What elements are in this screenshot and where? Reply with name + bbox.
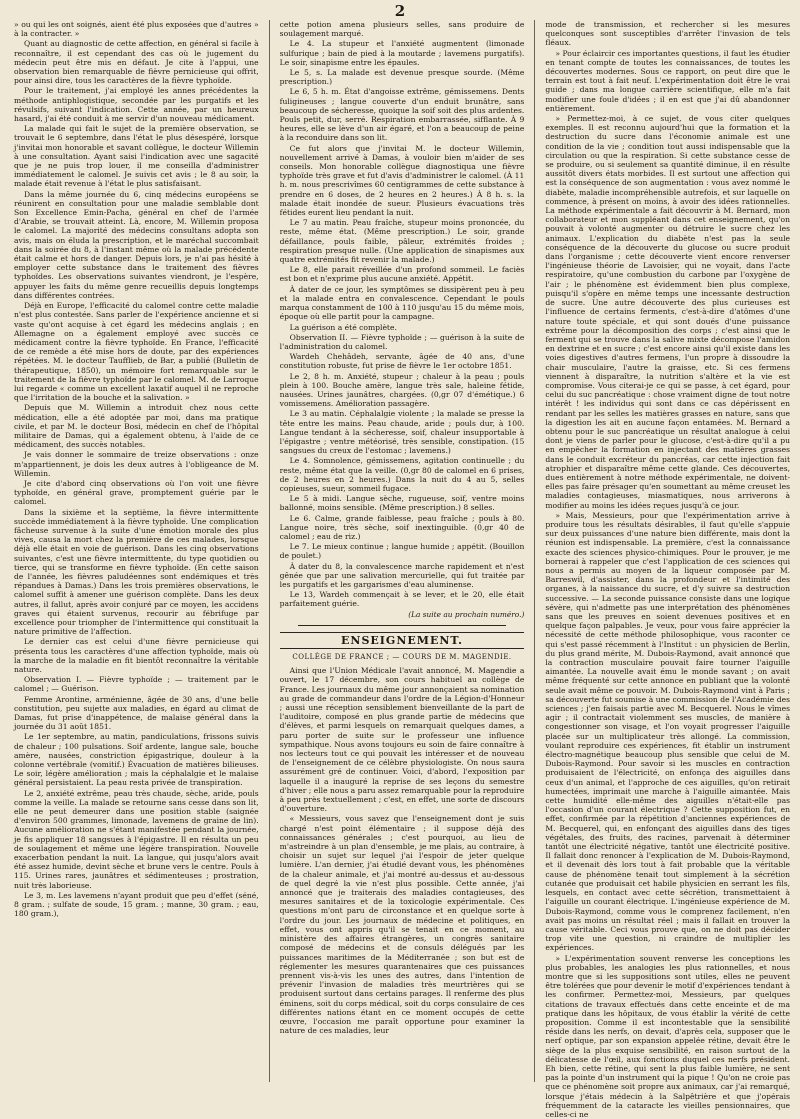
page-number: 2 [394, 2, 406, 20]
paragraph: Le 6. Calme, grande faiblesse, peau fraîche ; pouls à 80. Langue noire, très sèche, soif inextinguible. (0,gr 40 de calomel ; eau de riz.) [279, 513, 525, 541]
column-divider [534, 20, 535, 1082]
paragraph: « Messieurs, vous savez que l'enseignement dont je suis chargé n'est point élémentaire ; il suppose déjà des connaissances générales ; c'est pourquoi, au lieu de m'astreindre à un plan d'ensemble, je me plais, au contraire, à choisir un sujet sur lequel j'ai l'espoir de jeter quelque lumière. L'an dernier, j'ai étudié devant vous, les phénomènes de la chaleur animale, et j'ai montré au-dessus et au-dessous de quel degré la vie n'est plus possible. Cette année, j'ai annoncé que je traiterais des maladies contagieuses, des mesures sanitaires et de la toxicologie expérimentale. Ces questions m'ont paru de circonstance et en quelque sorte à l'ordre du jour. Les journaux de médecine et politiques, en effet, vous ont appris qu'il se tenait en ce moment, au ministère des affaires étrangères, un congrès sanitaire composé de médecins et de consuls délégués par les puissances maritimes de la Méditerranée ; son but est de réglementer les mesures quarantenaires que ces puissances prennent vis-à-vis les unes des autres, dans l'intention de prévenir l'invasion de maladies très meurtrières qui se produisent surtout dans certains parages. Il renferme des plus éminens, soit du corps médical, soit du corps consulaire de ces différentes nations étant en ce moment occupés de cette œuvre, l'occasion me paraît opportune pour examiner la nature de ces maladies, leur [279, 814, 525, 1036]
paragraph: Le 4. Somnolence, gémissemens, agitation continuelle ; du reste, même état que la veille. (0,gr 80 de calomel en 6 prises, de 2 heures en 2 heures.) Dans la nuit du 4 au 5, selles copieuses, sueur, sommeil fugace. [279, 456, 525, 493]
paragraph: Le 2, 8 h. m. Anxiété, stupeur ; chaleur à la peau ; pouls plein à 100. Bouche amère, langue très sale, haleine fétide, nausées. Urines jaunâtres, chargées. (0,gr 07 d'émétique.) 6 vomissemens. Amélioration passagère. [279, 371, 525, 409]
continued-note: (La suite au prochain numéro.) [408, 609, 525, 619]
paragraph: Le 6, 5 h. m. État d'angoisse extrême, gémissemens. Dents fuligineuses ; langue couverte d'un enduit brunâtre, sans beaucoup de sécheresse, quoique la soif soit des plus ardentes. Pouls petit, dur, serré. Respiration embarrassée, sifflante. À 9 heures, elle se lève d'un air égaré, et l'on a beaucoup de peine à la reconduire dans son lit. [279, 87, 525, 143]
paragraph: Le 13, Wardeh commençait à se lever, et le 20, elle était parfaitement guérie. [279, 590, 525, 609]
paragraph: Le 2, anxiété extrême, peau très chaude, sèche, aride, pouls comme la veille. La malade se retourne sans cesse dans son lit, elle ne peut demeurer dans une position stable (saignée d'environ 500 grammes, limonade, lavemens de graine de lin). Aucune amélioration ne s'étant manifestée pendant la journée, je fis appliquer 18 sangsues à l'épigastre. Il en résulta un peu de soulagement et même une légère transpiration. Nouvelle exacerbation pendant la nuit. La langue, qui jusqu'alors avait été assez humide, devint sèche et brune vers le centre. Pouls à 115. Urines rares, jaunâtres et sédimenteuses ; prostration, nuit très laborieuse. [14, 788, 259, 890]
paragraph: Le 5 à midi. Langue sèche, rugueuse, soif, ventre moins ballonné, moins sensible. (Même prescription.) 8 selles. [279, 494, 525, 513]
paragraph: Le 4. La stupeur et l'anxiété augmentent (limonade sulfurique ; bain de pied à la moutarde ; lavemens purgatifs). Le soir, sinapisme entre les épaules. [279, 39, 525, 67]
paragraph: À dater de ce jour, les symptômes se dissipèrent peu à peu et la malade entra en convalescence. Cependant le pouls marqua constamment de 100 à 110 jusqu'au 15 du même mois, époque où elle partit pour la campagne. [279, 284, 525, 322]
paragraph: » ou qui les ont soignés, aient été plus exposées que d'autres » à la contracter. » [14, 20, 259, 39]
observation-heading: Observation I. — Fièvre typhoïde ; — traitement par le calomel ; — Guérison. [14, 675, 259, 694]
paragraph: Je vais donner le sommaire de treize observations : onze m'appartiennent, je dois les deux autres à l'obligeance de M. Willemin. [14, 450, 259, 478]
paragraph: Pour le traitement, j'ai employé les annes précédentes la méthode antiphlogistique, secondée par les purgatifs et les révulsifs, suivant l'indication. Cette année, par un heureux hasard, j'ai été conduit à me servir d'un nouveau médicament. [14, 86, 259, 124]
paragraph: Dans la sixième et la septième, la fièvre intermittente succède immédiatement à la fièvre typhoïde. Une complication fâcheuse survenue à la suite d'une émotion morale des plus vives, causa la mort chez la première de ces malades, lorsque déjà elle était en voie de guérison. Dans les cinq observations suivantes, c'est une fièvre intermittente, du type quotidien ou tierce, qui se transforme en fièvre typhoïde. (En cette saison de l'année, les fièvres paludéennes sont endémiques et très répandues à Damas.) Dans les trois premières observations, le calomel suffit à amener une guérison complète. Dans les deux autres, il fallut, après avoir conjuré par ce moyen, les accidens graves qui étaient survenus, recourir au fébrifuge par excellence pour triompher de l'intermittence qui constituait la nature primitive de l'affection. [14, 507, 259, 637]
column-2 [280, 20, 525, 1082]
paragraph: Le 3 au matin. Céphalalgie violente ; la malade se presse la tête entre les mains. Peau chaude, aride ; pouls dur, à 100. Langue tendant à la sécheresse, soif, chaleur insupportable à l'épigastre ; ventre météorisé, très sensible, constipation. (15 sangsues du creux de l'estomac ; lavemens.) [279, 409, 525, 456]
paragraph: Depuis que M. Willemin a introduit chez nous cette médication, elle a été adoptée par moi, dans ma pratique civile, et par M. le docteur Bosi, médecin en chef de l'hôpital militaire de Damas, qui a également obtenu, à l'aide de ce médicament, des succès notables. [14, 403, 259, 450]
paragraph: Ainsi que l'Union Médicale l'avait annoncé, M. Magendie a ouvert, le 17 décembre, son cours habituel au collège de France. Les journaux du même jour annonçaient sa nomination au grade de commandeur dans l'ordre de la Légion-d'Honneur ; aussi une réception sensiblement bienveillante de la part de l'auditoire, composé en plus grande partie de médecins que d'élèves, et parmi lesquels on remarquait quelques dames, a paru porter de suite sur le professeur une influence sympathique. Nous avons toujours eu soin de faire connaître à nos lecteurs tout ce qui pouvait les intéresser et de nouveau de l'enseignement de ce célèbre physiologiste. On nous saura assurément gré de continuer. Voici, d'abord, l'exposition par laquelle il a inauguré la reprise de ses leçons du semestre d'hiver ; elle nous a paru assez remarquable pour la reproduire à peu près textuellement ; c'est, en effet, une sorte de discours d'ouverture. [279, 666, 525, 814]
paragraph: Le 1er septembre, au matin, pandiculations, frissons suivis de chaleur ; 100 pulsations. Soif ardente, langue sale, bouche amère, nausées, constriction épigastrique, douleur à la colonne vertébrale (vomitif.) Évacuation de matières bilieuses. Le soir, légère amélioration ; mais la céphalalgie et le malaise général persistaient. La peau resta privée de transpiration. [14, 732, 259, 788]
paragraph: La malade qui fait le sujet de la première observation, se trouvait le 6 septembre, dans l'état le plus désespéré, lorsque j'invitai mon honorable et savant collègue, le docteur Willemin à une consultation. Ayant saisi l'indication avec une sagacité que je ne puis trop louer, il me conseilla d'administrer immédiatement le calomel. Je suivis cet avis ; le 8 au soir, la malade était revenue à l'état le plus satisfaisant. [14, 124, 259, 189]
column-1 [14, 20, 259, 1082]
paragraph: cette potion amena plusieurs selles, sans produire de soulagement marqué. [279, 20, 525, 39]
paragraph: À dater du 8, la convalescence marche rapidement et n'est gênée que par une salivation mercurielle, qui fut traitée par les purgatifs et les gargarismes d'eau aluminense. [279, 561, 525, 589]
paragraph: Le 3, m. Les lavemens n'ayant produit que peu d'effet (séné, 8 gram. ; sulfate de soude, 15 gram. ; manne, 30 gram. ; eau, 180 gram.), [14, 890, 259, 919]
paragraph: Le 5, s. La malade est devenue presque sourde. (Même prescription.) [279, 68, 525, 87]
paragraph: » Pour éclaircir ces importantes questions, il faut les étudier en tenant compte de toutes les connaissances, de toutes les découvertes modernes. Sous ce rapport, on peut dire que le terrain est tout à fait neuf. L'expérimentation doit être le vrai guide ; dans ma longue carrière scientifique, elle m'a fait modifier une foule d'idées ; il en est que j'ai dû abandonner entièrement. [545, 48, 791, 113]
paragraph: » Mais, Messieurs, pour que l'expérimentation arrive à produire tous les résultats désirables, il faut qu'elle s'appuie sur deux puissances d'une nature bien différente, mais dont la réunion est indispensable. La première, c'est la connaissance exacte des sciences physico-chimiques. Pour le prouver, je me bornerai à rappeler que c'est l'application de ces sciences qui nous a permis au moyen de la liqueur composée par M. Barreswil, d'assister, dans la profondeur et l'intimité des organes, à la naissance du sucre, et d'y suivre sa destruction successive. — La seconde puissance consiste dans une logique sévère, qui n'admette pas une interprétation des phénomènes sans que les preuves en soient devenues positives et en quelque façon palpables. Je veux, pour vous faire apprécier la nécessité de cette méthode philosophique, vous raconter ce qui s'est passé récemment à l'Institut : un physicien de Berlin, du plus grand mérite, M. Dubois-Raymond, avait annoncé que la contraction musculaire pouvait faire tourner l'aiguille aimantée. La nouvelle avait ému le monde savant ; on avait même fréquenté sur cette annonce en publiant que la volonté seule avait même ce pouvoir. M. Dubois-Raymond vint à Paris ; sa découverte fut soumise à une commission de l'Académie des sciences ; j'en faisais partie avec M. Becquerel. Nous le vîmes agir ; il contractait violemment ses muscles, de manière à congestionner son visage, et l'on voyait progresser l'aiguille placée sur un multiplicateur très allongé. La commission, voulant reproduire ces expériences, fit établir un instrument électro-magnétique beaucoup plus sensible que celui de M. Dubois-Raymond. Pour savoir si les muscles en contraction produisaient de l'électricité, on enfonça des aiguilles dans ceux d'un animal, et l'approche de ces aiguilles, qu'on retirait humectées, imprimait une marche à l'aiguille aimantée. Mais cette humidité elle-même des aiguilles n'était-elle pas l'occasion d'un courant électrique ? Cette supposition fut, en effet, confirmée par la répétition d'anciennes expériences de M. Becquerel, qui, en enfonçant des aiguilles dans des tiges végétales, des fruits, des racines, parvenait à déterminer tantôt une électricité négative, tantôt une électricité positive. Il fallait donc renoncer à l'explication de M. Dubois-Raymond, et il devenait dès lors tout à fait probable que la véritable cause de phénomène tenait tout simplement à la sécrétion cutanée que produisait cet habile physicien en serrant les fils, lesquels, en contact avec cette sécrétion, transmettaient à l'aiguille un courant électrique. L'ingénieuse expérience de M. Dubois-Raymond, comme vous le comprenez facilement, n'en avait pas moins un résultat réel ; mais il fallait en trouver la cause véritable. Ceci vous prouve que, on ne doit pas décider trop vite une question, ni craindre de multiplier les expériences. [545, 510, 791, 953]
paragraph: mode de transmission, et rechercher si les mesures quelconques sont susceptibles d'arrêter l'invasion de tels fléaux. [545, 20, 791, 48]
paragraph: La guérison a été complète. [289, 322, 397, 332]
column-3 [545, 20, 791, 1119]
paragraph: Wardeh Chehâdeh, servante, âgée de 40 ans, d'une constitution robuste, fut prise de fièvre le 1er octobre 1851. [279, 352, 525, 371]
paragraph: Dans la même journée du 6, cinq médecins européens se réunirent en consultation pour une maladie semblable dont Son Excellence Emin-Pacha, général en chef de l'armée d'Arabie, se trouvait atteint. Là, encore, M. Willemin proposa le calomel. La majorité des médecins consultans adopta son avis, mais on éluda la prescription, et le maréchal succombait dans la soirée du 8, à l'instant même où la malade précédente était calme et hors de danger. Depuis lors, je n'ai pas hésité à employer cette substance dans le traitement des fièvres typhoïdes. Les observations suivantes viendront, je l'espère, appuyer les faits du même genre recueillis depuis longtemps dans différentes contrées. [14, 189, 259, 300]
paragraph: Le dernier cas est celui d'une fièvre pernicieuse qui présenta tous les caractères d'une affection typhoïde, mais où la marche de la maladie en fit bientôt reconnaître la véritable nature. [14, 637, 259, 675]
paragraph: » L'expérimentation souvent renverse les conceptions les plus probables, les analogies les plus rationnelles, et nous montre que si les suppositions sont utiles, elles ne peuvent être tolérées que pour devenir le motif d'expériences tendant à les confirmer. Permettez-moi, Messieurs, par quelques citations de travaux effectués dans cette enceinte et de ma pratique dans les hôpitaux, de vous établir la vérité de cette proposition. Comme il est incontestable que la sensibilité réside dans les nerfs, on devait, d'après cela, supposer que le nerf optique, par son expansion appelée rétine, devait être le siège de la plus exquise sensibilité, en raison surtout de la délicatesse de l'œil, aux fonctions duquel ces nerfs président. Eh bien, cette rétine, qui sent la plus faible lumière, ne sent pas la pointe d'un instrument qui la pique ! Qu'on ne croie pas que ce phénomène soit propre aux animaux, car j'ai remarqué, lorsque j'étais médecin à la Salpêtrière et que j'opérais fréquemment de la cataracte les vieilles pensionnaires, que celles-ci ne [545, 953, 791, 1119]
paragraph: » Permettez-moi, à ce sujet, de vous citer quelques exemples. Il est reconnu aujourd'hui que la formation et la destruction du sucre dans l'économie animale est une condition de la vie ; condition tout aussi indispensable que la circulation ou que la respiration. Si cette substance cesse de se produire, ou si seulement sa quantité diminue, il en résulte aussitôt divers états morbides. Il est surtout une affection qui est la conséquence de son augmentation : vous avez nommé le diabète, maladie incompréhensible autrefois, et sur laquelle on commence, à présent on moins, à avoir des idées rationnelles. La méthode expérimentale a fait découvrir à M. Bernard, mon collaborateur et mon suppléant dans cet enseignement, qu'on pouvait à volonté augmenter ou détruire le sucre chez les animaux. L'explication du diabète n'est pas la seule conséquence de la découverte du glucose ou sucre produit dans l'organisme ; cette découverte vient encore renverser l'ingénieuse théorie de Lavoisier, qui ne voyait, dans l'acte respiratoire, qu'une combustion du carbone par l'oxygène de l'air ; le phénomène est évidemment bien plus complexe, puisqu'il s'opère en même temps une incessante destruction de sucre. Une autre découverte des plus curieuses est l'influence de certains ferments, c'est-à-dire d'atômes d'une nature toute spéciale, et qui sont doués d'une puissance extrême pour la décomposition des corps ; c'est ainsi que le ferment qui se trouve dans la salive mixte décompose l'amidon en dextrine et en sucre ; c'est encore ainsi qu'il existe dans les voies digestives d'autres fermens, l'un propre à dissoudre la chair musculaire, l'autre la graisse, etc. Si ces fermens viennent à disparaître, la nutrition s'altère et la vie est compromise. Vous citerai-je ce qui se passe, à cet égard, pour celui du suc pancréatique : chose vraiment digne de tout notre intérêt ! les individus qui sont dans ce cas dépérissent en rendant par les selles les matières grasses en nature, sans que la digestion les ait en aucune façon entamées. M. Bernard a obtenu pour le suc pancréatique un résultat analogue à celui dont je viens de parler pour le glucose, c'est-à-dire qu'il a pu en empêcher la formation en injectant des matières grasses dans le conduit excréteur du pancréas, car cette injection fait atrophier et disparaître même cette glande. Ces découvertes, dues entièrement à notre méthode expérimentale, ne doivent-elles pas faire présager qu'en soumettant au même creuset les maladies contagieuses, miasmatiques, nous arriverons à modifier au moins les idées reçues jusqu'à ce jour. [545, 114, 791, 510]
paragraph: Le 7 au matin. Peau fraîche, stupeur moins prononcée, du reste, même état. (Même prescription.) Le soir, grande défaillance, pouls faible, pâleur, extrémités froides ; respiration presque nulle. (Une application de sinapismes aux quatre extrémités fit revenir la malade.) [279, 218, 525, 265]
paragraph: Déjà en Europe, l'efficacité du calomel contre cette maladie n'est plus contestée. Sans parler de l'expérience ancienne et si vaste qu'ont acquise à cet égard les médecins anglais ; en Allemagne on a également employé avec succès ce médicament contre la fièvre typhoïde. En France, l'efficacité de ce remède a été mise hors de doute, par des expériences répétées. M. le docteur Taufflieb, de Bar, a publié (Bulletin de thérapeutique, 1850), un mémoire fort remarquable sur le traitement de la fièvre typhoïde par le calomel. M. de Larroque lui regarde « comme un excellent laxatif auquel il ne reproche que l'irritation de la bouche et la salivation. » [14, 301, 259, 403]
paragraph: Le 7. Le mieux continue ; langue humide ; appétit. (Bouillon de poulet.) [279, 542, 525, 561]
observation-heading: Observation II. — Fièvre typhoïde ; — guérison à la suite de l'administration du calomel. [279, 332, 525, 351]
paragraph: Le 8, elle parait réveillée d'un profond sommeil. Le faciès est bon et n'exprime plus aucune anxiété. Appétit. [279, 265, 525, 284]
paragraph: Ce fut alors que j'invitai M. le docteur Willemin, nouvellement arrivé à Damas, à vouloir bien m'aider de ses conseils. Mon honorable collègue diagnostiqua une fièvre typhoïde très grave et fut d'avis d'administrer le calomel. (À 11 h. m. nous prescrivîmes 60 centigrammes de cette substance à prendre en 6 doses, de 2 heures en 2 heures.) À 8 h. s. la malade était inondée de sueur. Plusieurs évacuations très fétides eurent lieu pendant la nuit. [279, 143, 525, 218]
section-subtitle: COLLÈGE DE FRANCE ; — COURS DE M. MAGENDIE. [292, 653, 512, 661]
columns [14, 20, 791, 1119]
paragraph: Quant au diagnostic de cette affection, en général si facile à reconnaître, il est cependant des cas où le jugement du médecin peut être mis en défaut. Je cite à l'appui, une observation bien remarquable de fièvre pernicieuse qui offrit, pour ainsi dire, tous les caractères de la fièvre typhoïde. [14, 39, 259, 86]
paragraph: Femme Arontine, arménienne, âgée de 30 ans, d'une belle constitution, peu sujette aux maladies, en égard au climat de Damas, fut prise d'inappétence, de malaise général dans la journée du 31 août 1851. [14, 694, 259, 732]
column-divider [269, 20, 270, 1082]
section-divider [298, 625, 507, 626]
paragraph: Je cite d'abord cinq observations où l'on voit une fièvre typhoïde, en général grave, promptement guérie par le calomel. [14, 478, 259, 507]
section-title: ENSEIGNEMENT. [280, 632, 525, 649]
